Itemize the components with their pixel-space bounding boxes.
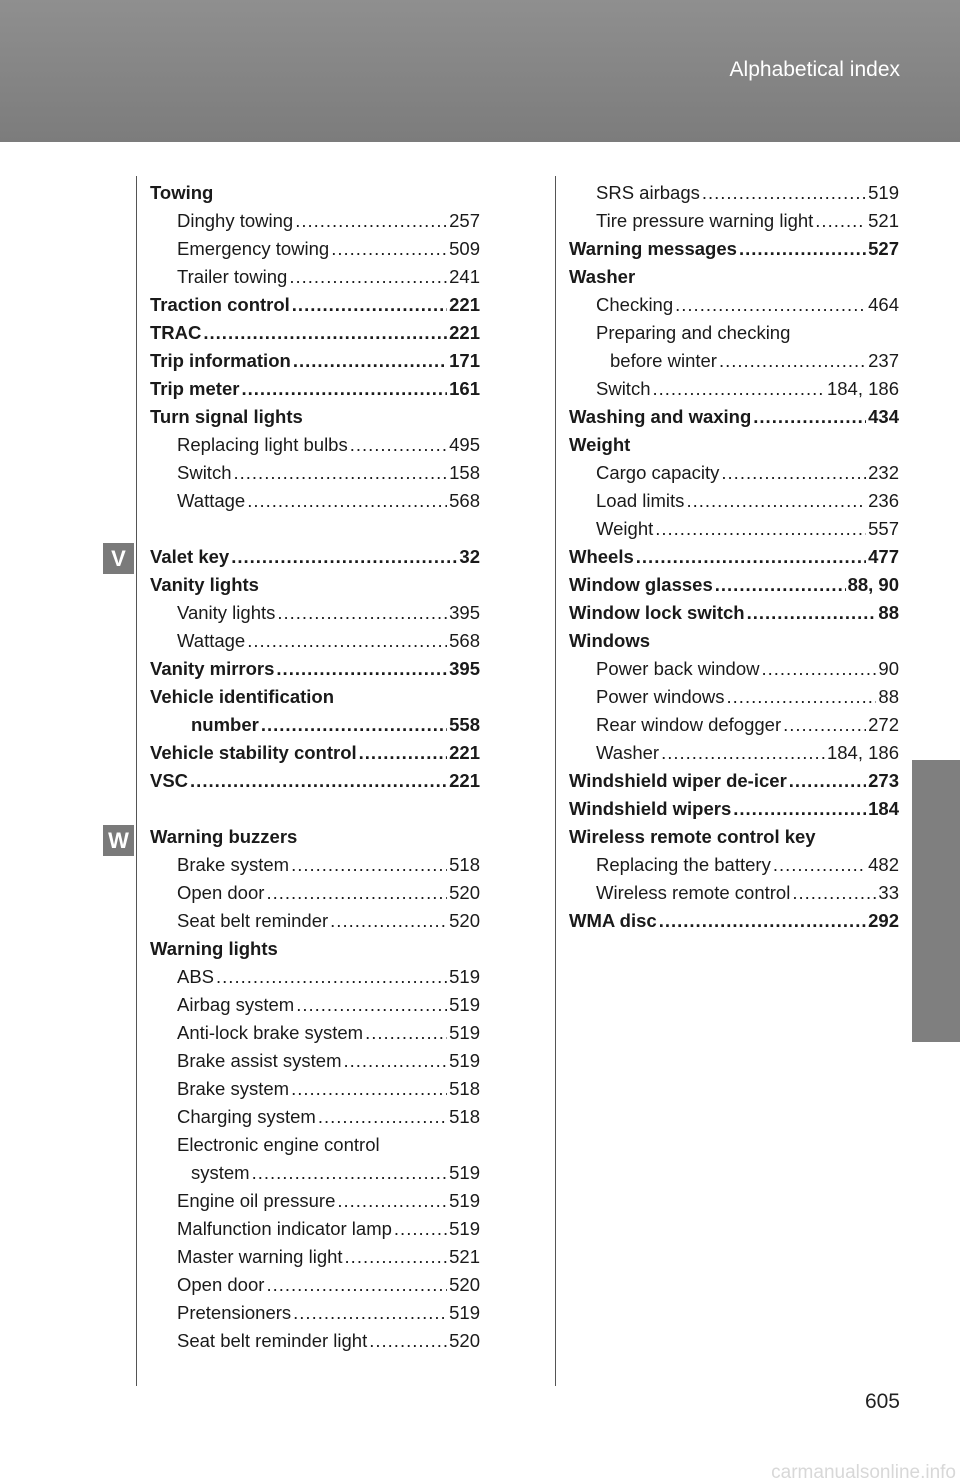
index-entry	[150, 235, 480, 263]
dot-leader	[247, 487, 447, 515]
entry-term: Windshield wipers	[569, 798, 732, 819]
dot-leader	[266, 1271, 447, 1299]
index-entry	[569, 403, 899, 431]
entry-page: 558	[449, 714, 480, 735]
index-entry	[150, 1131, 480, 1159]
page-number: 605	[864, 1390, 900, 1413]
entry-term: Washing and waxing	[569, 406, 752, 427]
entry-term: Engine oil pressure	[177, 1190, 336, 1211]
index-entry	[569, 459, 899, 487]
index-entry	[150, 1159, 480, 1187]
column-divider	[555, 176, 556, 1386]
left-divider	[136, 176, 137, 1386]
entry-page: 557	[868, 518, 899, 539]
entry-page: 519	[449, 1022, 480, 1043]
dot-leader	[293, 347, 447, 375]
entry-page: 519	[449, 1302, 480, 1323]
entry-page: 521	[449, 1246, 480, 1267]
entry-page: 519	[449, 1190, 480, 1211]
entry-page: 232	[868, 462, 899, 483]
entry-term: ABS	[177, 966, 215, 987]
dot-leader	[815, 207, 866, 235]
dot-leader	[231, 543, 457, 571]
index-entry	[569, 515, 899, 543]
index-entry	[150, 935, 480, 963]
dot-leader	[291, 851, 447, 879]
index-entry	[150, 851, 480, 879]
dot-leader	[234, 459, 448, 487]
index-entry	[150, 1103, 480, 1131]
entry-term: Replacing light bulbs	[177, 434, 348, 455]
dot-leader	[359, 739, 447, 767]
index-entry	[150, 711, 480, 739]
dot-leader	[296, 991, 447, 1019]
entry-page: 434	[868, 406, 899, 427]
index-entry	[150, 1299, 480, 1327]
index-entry	[150, 347, 480, 375]
index-entry	[569, 851, 899, 879]
entry-term: Rear window defogger	[596, 714, 782, 735]
entry-page: 273	[868, 770, 899, 791]
index-entry	[569, 375, 899, 403]
section-gap	[150, 795, 480, 823]
dot-leader	[247, 627, 447, 655]
entry-term: TRAC	[150, 322, 202, 343]
dot-leader	[289, 263, 447, 291]
index-entry	[150, 179, 480, 207]
index-entry	[569, 571, 899, 599]
index-entry	[569, 487, 899, 515]
index-entry	[569, 179, 899, 207]
index-entry	[569, 319, 899, 347]
entry-term: Malfunction indicator lamp	[177, 1218, 392, 1239]
index-entry	[150, 1243, 480, 1271]
dot-leader	[394, 1215, 447, 1243]
index-entry	[150, 319, 480, 347]
index-entry	[569, 711, 899, 739]
entry-page: 519	[449, 1162, 480, 1183]
dot-leader	[369, 1327, 447, 1355]
entry-term: Weight	[569, 434, 631, 455]
index-column-left	[150, 179, 480, 1355]
entry-term: Valet key	[150, 546, 230, 567]
index-entry	[569, 879, 899, 907]
index-entry	[569, 767, 899, 795]
entry-page: 272	[868, 714, 899, 735]
entry-page: 519	[449, 1218, 480, 1239]
index-entry	[150, 627, 480, 655]
entry-page: 521	[868, 210, 899, 231]
index-entry	[150, 599, 480, 627]
dot-leader	[252, 1159, 448, 1187]
index-entry	[150, 1019, 480, 1047]
entry-page: 90	[878, 658, 899, 679]
entry-page: 519	[449, 1050, 480, 1071]
entry-term: Vehicle stability control	[150, 742, 357, 763]
dot-leader	[241, 375, 447, 403]
index-entry	[569, 683, 899, 711]
index-entry	[569, 347, 899, 375]
letter-marker-v: V	[103, 543, 134, 574]
index-entry	[150, 907, 480, 935]
index-entry	[150, 683, 480, 711]
entry-term: Airbag system	[177, 994, 295, 1015]
entry-page: 88, 90	[847, 574, 899, 595]
entry-term: Checking	[596, 294, 674, 315]
entry-term: VSC	[150, 770, 189, 791]
entry-term: Seat belt reminder	[177, 910, 329, 931]
entry-page: 527	[868, 238, 899, 259]
dot-leader	[792, 879, 876, 907]
entry-page: 495	[449, 434, 480, 455]
index-entry	[150, 823, 480, 851]
entry-term: Vehicle identification	[150, 686, 335, 707]
entry-term: Trailer towing	[177, 266, 288, 287]
dot-leader	[318, 1103, 447, 1131]
entry-page: 520	[449, 1330, 480, 1351]
index-entry	[569, 655, 899, 683]
entry-page: 518	[449, 1106, 480, 1127]
entry-term: Windows	[569, 630, 651, 651]
dot-leader	[293, 1299, 447, 1327]
entry-page: 519	[449, 966, 480, 987]
section-gap	[150, 515, 480, 543]
entry-page: 395	[449, 658, 480, 679]
index-entry	[150, 543, 480, 571]
entry-page: 161	[449, 378, 480, 399]
entry-page: 519	[449, 994, 480, 1015]
entry-page: 241	[449, 266, 480, 287]
entry-page: 518	[449, 1078, 480, 1099]
dot-leader	[295, 207, 447, 235]
dot-leader	[762, 655, 877, 683]
index-entry	[569, 823, 899, 851]
entry-term: Towing	[150, 182, 214, 203]
index-entry	[150, 459, 480, 487]
dot-leader	[727, 683, 877, 711]
index-entry	[569, 263, 899, 291]
entry-term: Anti-lock brake system	[177, 1022, 364, 1043]
dot-leader	[719, 347, 866, 375]
entry-page: 88	[878, 686, 899, 707]
dot-leader	[292, 291, 447, 319]
dot-leader	[753, 403, 866, 431]
entry-page: 171	[449, 350, 480, 371]
dot-leader	[733, 795, 866, 823]
entry-term: Wattage	[177, 490, 246, 511]
entry-term: Windshield wiper de-icer	[569, 770, 787, 791]
index-entry	[150, 487, 480, 515]
entry-page: 520	[449, 1274, 480, 1295]
entry-term: Window lock switch	[569, 602, 745, 623]
index-entry	[150, 1215, 480, 1243]
entry-term: Washer	[569, 266, 636, 287]
dot-leader	[783, 711, 866, 739]
index-entry	[150, 739, 480, 767]
dot-leader	[773, 851, 866, 879]
index-entry	[569, 795, 899, 823]
entry-term: WMA disc	[569, 910, 657, 931]
entry-page: 237	[868, 350, 899, 371]
entry-term: Charging system	[177, 1106, 316, 1127]
entry-term: SRS airbags	[596, 182, 700, 203]
dot-leader	[702, 179, 866, 207]
index-entry	[569, 739, 899, 767]
entry-page: 32	[459, 546, 480, 567]
entry-term: Seat belt reminder light	[177, 1330, 368, 1351]
entry-term: Power back window	[596, 658, 760, 679]
dot-leader	[675, 291, 866, 319]
dot-leader	[659, 907, 866, 935]
entry-page: 477	[868, 546, 899, 567]
entry-term: Electronic engine control	[177, 1134, 380, 1155]
index-entry	[150, 207, 480, 235]
entry-term: Warning messages	[569, 238, 737, 259]
entry-term: Preparing and checking	[596, 322, 791, 343]
dot-leader	[266, 879, 447, 907]
watermark: carmanualsonline.info	[771, 1462, 956, 1483]
entry-page: 221	[449, 742, 480, 763]
entry-term: Weight	[596, 518, 654, 539]
index-column-right	[569, 179, 899, 935]
entry-term: Wireless remote control	[596, 882, 791, 903]
dot-leader	[261, 711, 447, 739]
index-entry	[150, 1047, 480, 1075]
index-entry	[569, 235, 899, 263]
index-entry	[150, 263, 480, 291]
entry-page: 88	[878, 602, 899, 623]
entry-page: 464	[868, 294, 899, 315]
dot-leader	[276, 655, 447, 683]
entry-term: Switch	[177, 462, 232, 483]
index-entry	[569, 907, 899, 935]
entry-term: Trip information	[150, 350, 291, 371]
entry-term: Brake system	[177, 1078, 290, 1099]
index-entry	[150, 403, 480, 431]
dot-leader	[721, 459, 866, 487]
entry-page: 292	[868, 910, 899, 931]
entry-page: 221	[449, 322, 480, 343]
dot-leader	[291, 1075, 447, 1103]
entry-term: Vanity mirrors	[150, 658, 275, 679]
entry-term: Traction control	[150, 294, 290, 315]
dot-leader	[337, 1187, 447, 1215]
entry-term: Wattage	[177, 630, 246, 651]
index-entry	[150, 991, 480, 1019]
entry-term: Brake system	[177, 854, 290, 875]
entry-page: 568	[449, 630, 480, 651]
entry-page: 158	[449, 462, 480, 483]
entry-page: 236	[868, 490, 899, 511]
entry-page: 509	[449, 238, 480, 259]
entry-page: 184, 186	[826, 378, 899, 399]
index-entry	[569, 291, 899, 319]
entry-page: 257	[449, 210, 480, 231]
index-entry	[150, 879, 480, 907]
entry-term: system	[191, 1162, 250, 1183]
entry-term: Vanity lights	[150, 574, 259, 595]
entry-term: Brake assist system	[177, 1050, 342, 1071]
index-entry	[569, 627, 899, 655]
dot-leader	[686, 487, 866, 515]
dot-leader	[661, 739, 825, 767]
index-entry	[150, 431, 480, 459]
entry-term: number	[191, 714, 259, 735]
entry-page: 518	[449, 854, 480, 875]
index-entry	[150, 1327, 480, 1355]
entry-term: Dinghy towing	[177, 210, 294, 231]
dot-leader	[636, 543, 866, 571]
index-entry	[150, 571, 480, 599]
entry-page: 221	[449, 770, 480, 791]
entry-term: Replacing the battery	[596, 854, 771, 875]
entry-term: Pretensioners	[177, 1302, 292, 1323]
entry-term: Master warning light	[177, 1246, 343, 1267]
entry-page: 568	[449, 490, 480, 511]
dot-leader	[277, 599, 447, 627]
letter-marker-w: W	[103, 825, 134, 856]
page-title: Alphabetical index	[729, 58, 900, 81]
entry-term: Tire pressure warning light	[596, 210, 814, 231]
entry-page: 520	[449, 882, 480, 903]
dot-leader	[653, 375, 825, 403]
index-entry	[150, 655, 480, 683]
index-entry	[150, 1187, 480, 1215]
dot-leader	[330, 907, 447, 935]
dot-leader	[216, 963, 447, 991]
entry-term: Wireless remote control key	[569, 826, 816, 847]
entry-term: Warning lights	[150, 938, 278, 959]
entry-page: 33	[878, 882, 899, 903]
entry-term: Window glasses	[569, 574, 713, 595]
entry-term: Emergency towing	[177, 238, 330, 259]
section-tab	[912, 760, 960, 1042]
entry-page: 184, 186	[826, 742, 899, 763]
index-entry	[150, 963, 480, 991]
dot-leader	[344, 1047, 448, 1075]
entry-page: 482	[868, 854, 899, 875]
dot-leader	[365, 1019, 447, 1047]
index-entry	[569, 599, 899, 627]
entry-term: Cargo capacity	[596, 462, 720, 483]
index-entry	[150, 375, 480, 403]
entry-term: Turn signal lights	[150, 406, 303, 427]
entry-page: 184	[868, 798, 899, 819]
dot-leader	[789, 767, 866, 795]
entry-page: 520	[449, 910, 480, 931]
entry-term: Power windows	[596, 686, 725, 707]
entry-term: Wheels	[569, 546, 634, 567]
entry-page: 221	[449, 294, 480, 315]
dot-leader	[655, 515, 866, 543]
entry-term: before winter	[610, 350, 717, 371]
dot-leader	[715, 571, 846, 599]
entry-page: 519	[868, 182, 899, 203]
dot-leader	[190, 767, 447, 795]
entry-term: Open door	[177, 1274, 265, 1295]
index-entry	[150, 1075, 480, 1103]
entry-term: Load limits	[596, 490, 685, 511]
index-entry	[150, 1271, 480, 1299]
index-entry	[569, 207, 899, 235]
dot-leader	[739, 235, 866, 263]
entry-page: 395	[449, 602, 480, 623]
dot-leader	[345, 1243, 448, 1271]
entry-term: Open door	[177, 882, 265, 903]
dot-leader	[747, 599, 877, 627]
entry-term: Trip meter	[150, 378, 240, 399]
entry-term: Vanity lights	[177, 602, 276, 623]
entry-term: Washer	[596, 742, 660, 763]
index-entry	[569, 431, 899, 459]
index-entry	[150, 291, 480, 319]
dot-leader	[350, 431, 447, 459]
dot-leader	[203, 319, 447, 347]
entry-term: Switch	[596, 378, 651, 399]
index-entry	[150, 767, 480, 795]
dot-leader	[331, 235, 447, 263]
index-entry	[569, 543, 899, 571]
entry-term: Warning buzzers	[150, 826, 298, 847]
